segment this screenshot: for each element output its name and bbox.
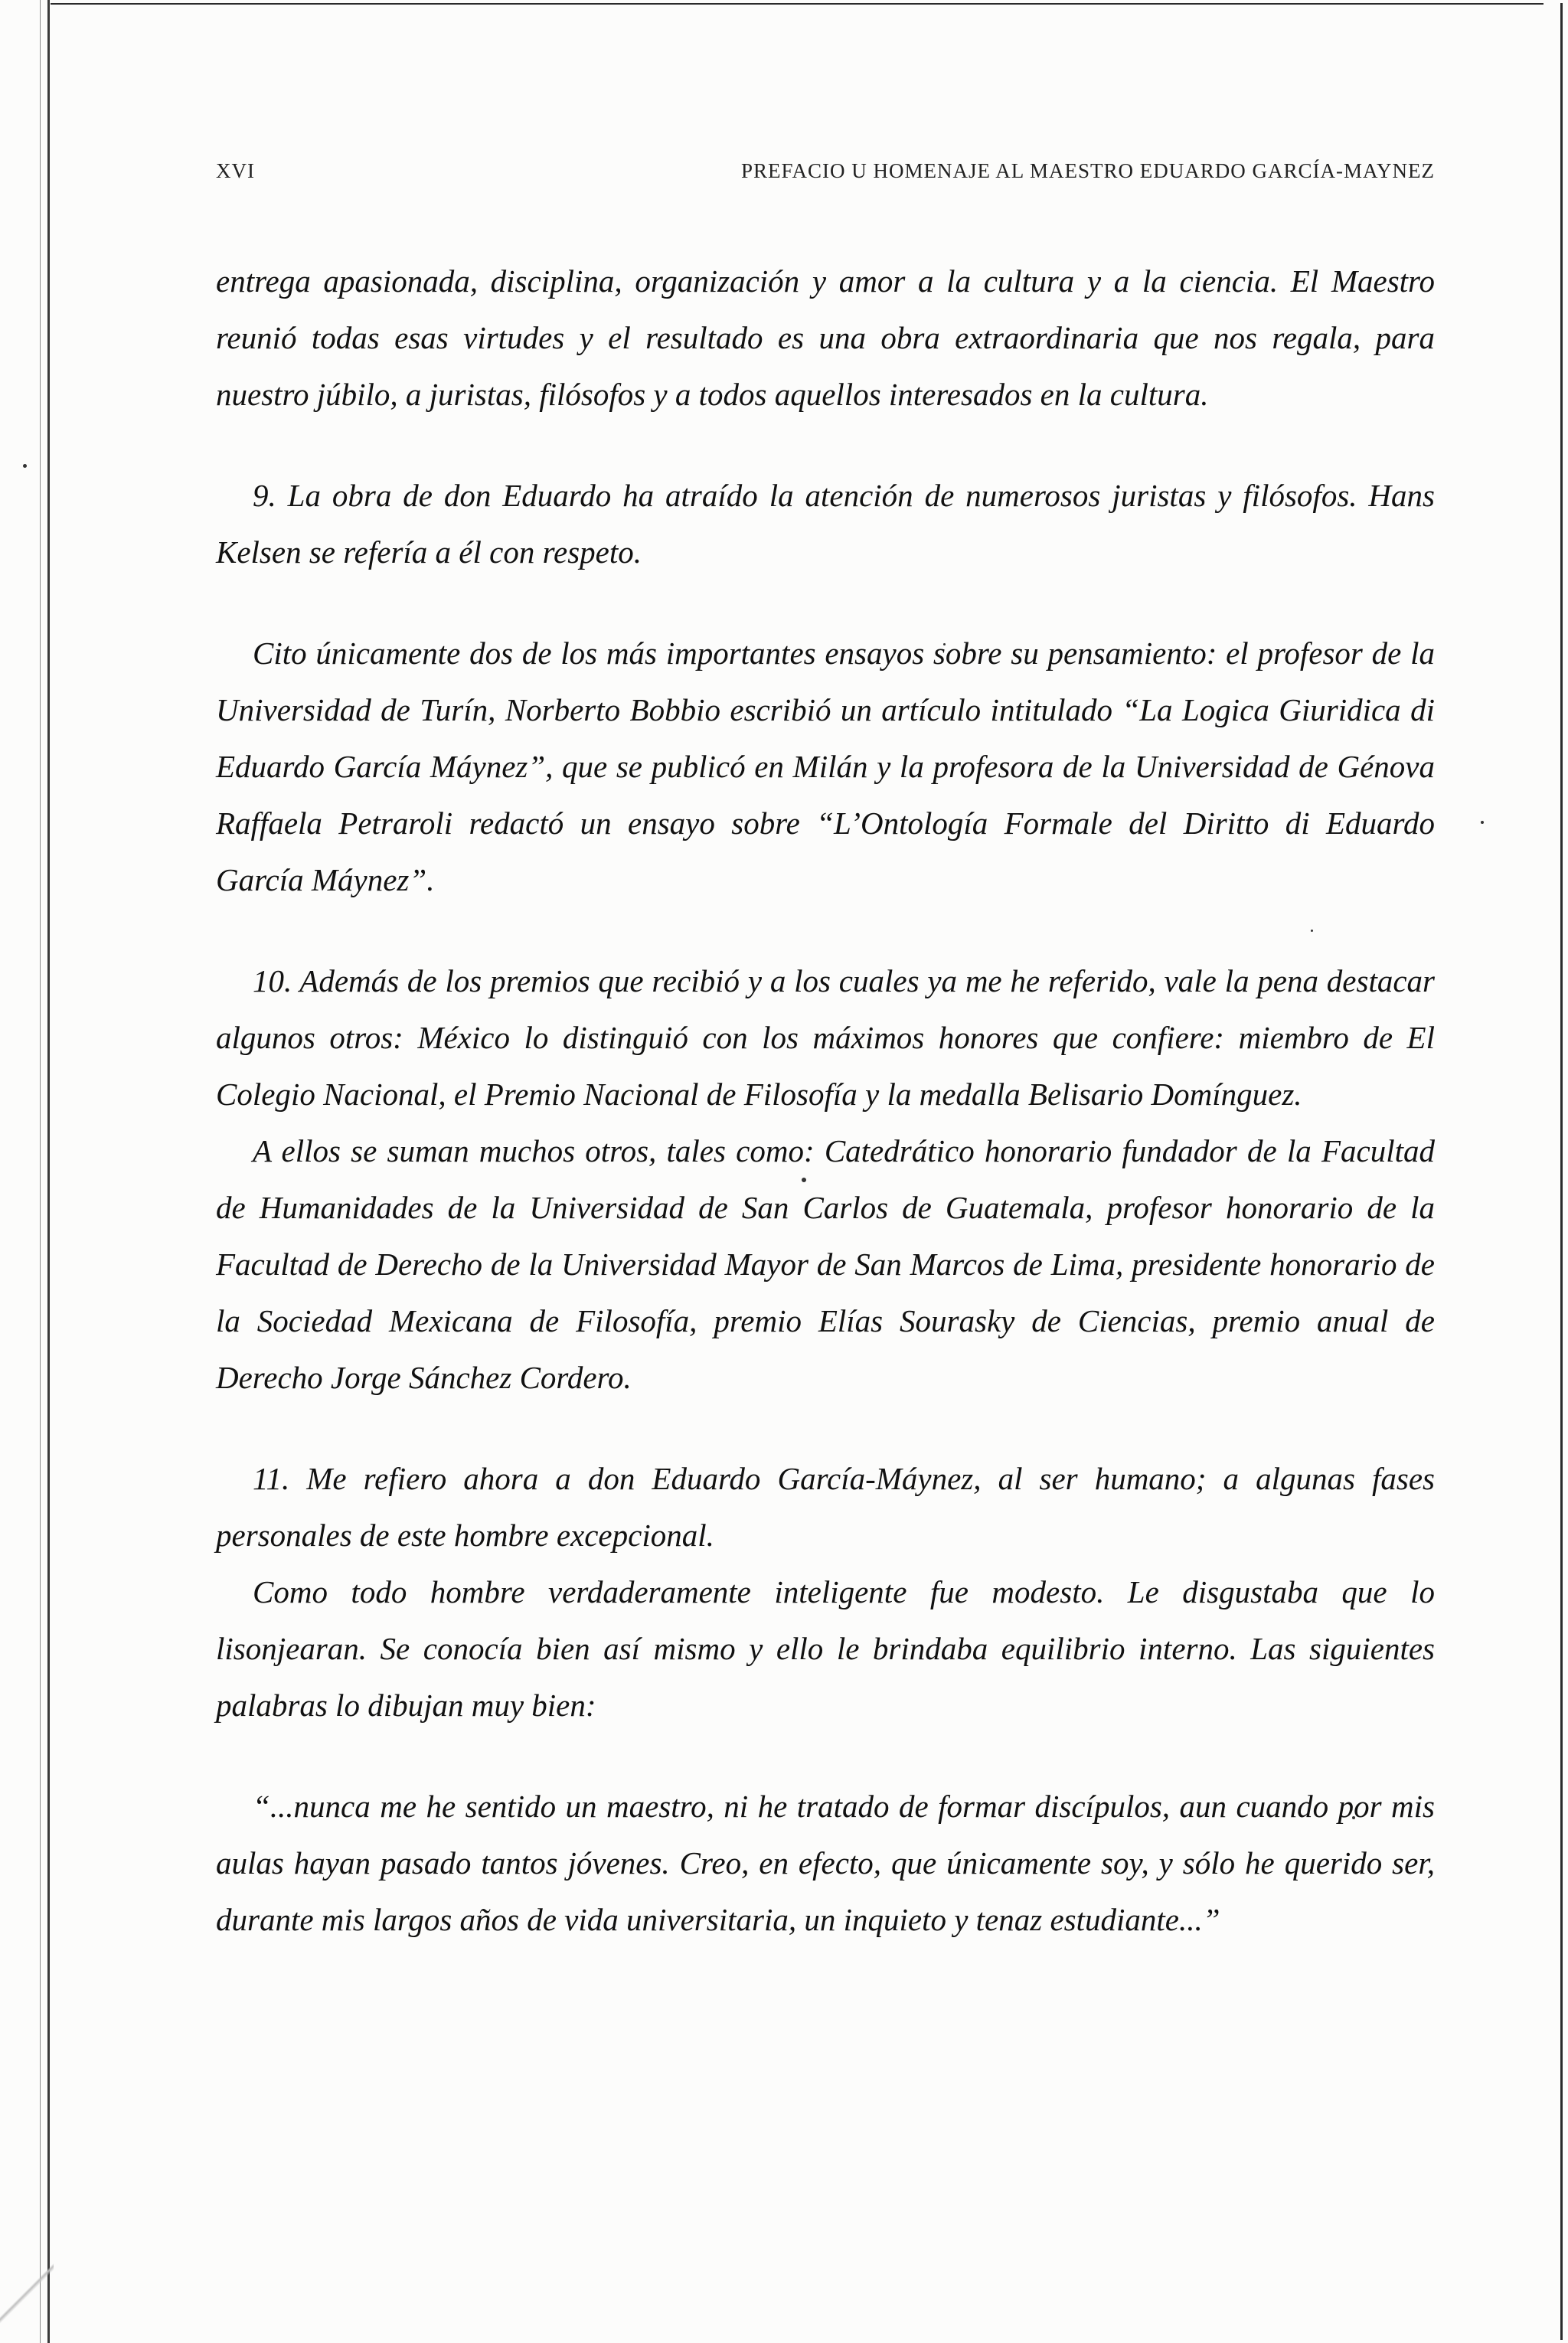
page-corner-curl bbox=[0, 2251, 54, 2343]
paragraph: 11. Me refiero ahora a don Eduardo García-Máynez, al ser humano; a algunas fases personales de este hombre excepcional. bbox=[216, 1461, 1435, 1553]
paragraph: 9. La obra de don Eduardo ha atraído la atención de numerosos juristas y filósofos. Hans Kelsen se refería a él con respeto. bbox=[216, 478, 1435, 570]
running-title: PREFACIO U HOMENAJE AL MAESTRO EDUARDO GARCÍA-MAYNEZ bbox=[740, 159, 1435, 182]
paragraph: Como todo hombre verdaderamente inteligente fue modesto. Le disgustaba que lo lisonjearan. Se conocía bien así mismo y ello le brindaba equilibrio interno. Las siguientes palabras lo dibujan muy bien: bbox=[216, 1574, 1435, 1723]
block-quote: “...nunca me he sentido un maestro, ni he tratado de formar discípulos, aun cuando por mis aulas hayan pasado tantos jóvenes. Creo, en efecto, que únicamente soy, y sólo he querido ser, durante mis largos años de vida universitaria, un inquieto y tenaz estudiante...” bbox=[216, 1789, 1435, 1937]
scan-edge-top bbox=[51, 3, 1544, 5]
running-head bbox=[216, 159, 1435, 190]
paragraph: entrega apasionada, disciplina, organización y amor a la cultura y a la ciencia. El Maestro reunió todas esas virtudes y el resultado es una obra extraordinaria que nos regala, para nuestro júbilo, a juristas, filósofos y a todos aquellos interesados en la cultura. bbox=[216, 263, 1435, 412]
scan-edge-left-shadow bbox=[40, 0, 41, 2343]
paragraph: 10. Además de los premios que recibió y a los cuales ya me he referido, vale la pena destacar algunos otros: México lo distinguió con los máximos honores que confiere: miembro de El Colegio Nacional, el Premio Nacional de Filosofía y la medalla Belisario Domínguez. bbox=[216, 963, 1435, 1112]
paragraph: Cito únicamente dos de los más importantes ensayos sobre su pensamiento: el profesor de la Universidad de Turín, Norberto Bobbio escribió un artículo intitulado “La Logica Giuridica di Eduardo García Máynez”, que se publicó en Milán y la profesora de la Universidad de Génova Raffaela Petraroli redactó un ensayo sobre “L’Ontología Formale del Diritto di Eduardo García Máynez”. bbox=[216, 636, 1435, 897]
page-number: XVI bbox=[216, 159, 255, 182]
scan-edge-right bbox=[1560, 3, 1563, 2340]
paragraph: A ellos se suman muchos otros, tales como: Catedrático honorario fundador de la Facultad de Humanidades de la Universidad de San Carlos de Guatemala, profesor honorario de la Facultad de Derecho de la Universidad Mayor de San Marcos de Lima, presidente honorario de la Sociedad Mexicana de Filosofía, premio Elías Sourasky de Ciencias, premio anual de Derecho Jorge Sánchez Cordero. bbox=[216, 1133, 1435, 1395]
body-text bbox=[216, 253, 1435, 1948]
scan-edge-left bbox=[47, 0, 50, 2343]
